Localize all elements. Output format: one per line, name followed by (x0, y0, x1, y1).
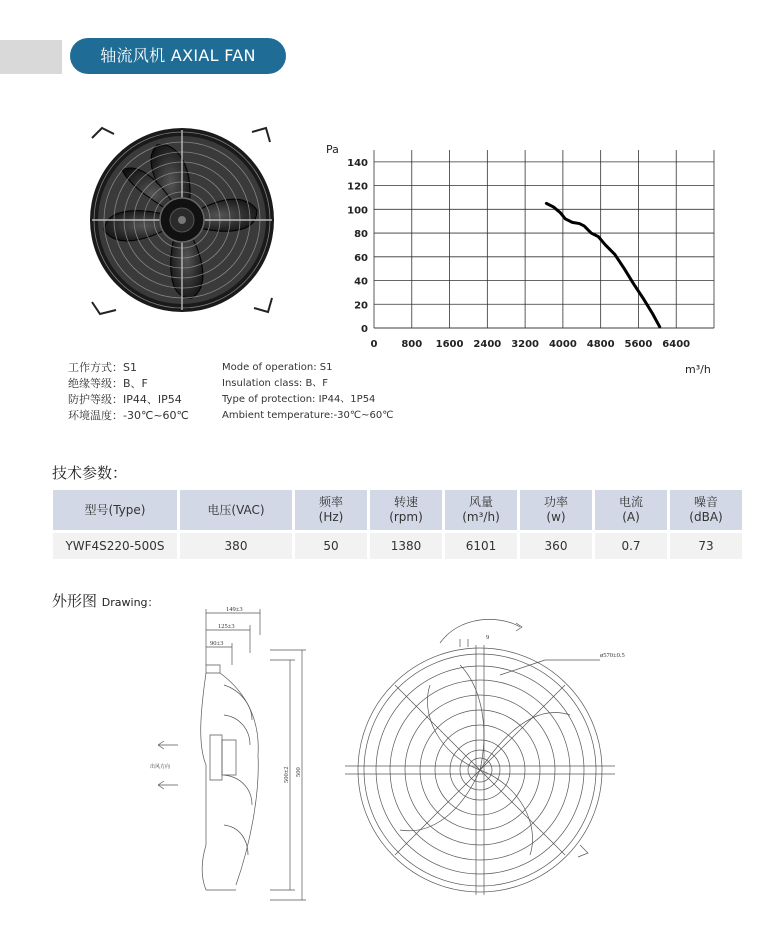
header-current: 电流 (A) (595, 490, 667, 530)
spec-insulation: 绝缘等级：B、F (68, 377, 148, 390)
chart-ylabel: Pa (326, 143, 339, 156)
dim-90: 90±3 (210, 640, 224, 647)
x-tick-label: 5600 (624, 339, 653, 350)
cell-airflow: 6101 (445, 533, 517, 559)
y-tick-label: 100 (347, 205, 368, 217)
y-tick-label: 20 (354, 300, 368, 312)
chart-xlabel: m³/h (685, 363, 711, 376)
fan-photo (62, 120, 302, 320)
y-tick-label: 80 (354, 229, 368, 241)
x-tick-label: 4800 (586, 339, 615, 350)
page-title: 轴流风机 AXIAL FAN (70, 38, 286, 74)
table-header-row (53, 490, 742, 530)
header-speed: 转速 (rpm) (370, 490, 442, 530)
header-power: 功率 (w) (520, 490, 592, 530)
table-row (53, 533, 742, 559)
side-view-drawing (140, 605, 340, 910)
dim-570: ø570±0.5 (600, 652, 625, 659)
cell-speed: 1380 (370, 533, 442, 559)
y-tick-label: 140 (347, 157, 368, 169)
header-type: 型号(Type) (53, 490, 177, 530)
series-line (546, 203, 659, 326)
drawing-title: 外形图 Drawing： (52, 592, 159, 610)
x-tick-label: 3200 (511, 339, 540, 350)
x-tick-label: 4000 (548, 339, 577, 350)
tech-params-title: 技术参数： (52, 464, 128, 482)
spec-mode-en: Mode of operation: S1 (222, 362, 333, 373)
header-noise: 噪音 (dBA) (670, 490, 742, 530)
specs-en (222, 360, 393, 424)
header-frequency: 频率 (Hz) (295, 490, 367, 530)
x-tick-label: 1600 (435, 339, 464, 350)
y-tick-label: 40 (354, 276, 368, 288)
cell-type: YWF4S220-500S (53, 533, 177, 559)
spec-insulation-en: Insulation class: B、F (222, 378, 329, 389)
dim-125: 125±3 (218, 623, 235, 630)
spec-protection: 防护等级：IP44、IP54 (68, 393, 182, 406)
airflow-label: 出风方向 (150, 765, 171, 770)
dim-149: 149±3 (226, 606, 243, 613)
tech-params-table (50, 490, 745, 559)
dim-9: 9 (486, 634, 490, 641)
spec-protection-en: Type of protection: IP44、1P54 (222, 394, 376, 405)
spec-temperature-en: Ambient temperature:-30℃~60℃ (222, 410, 394, 421)
y-tick-label: 0 (361, 324, 368, 335)
dim-500a: 500±2 (283, 766, 290, 783)
cell-voltage: 380 (180, 533, 292, 559)
y-tick-label: 120 (347, 181, 368, 193)
cell-power: 360 (520, 533, 592, 559)
dim-500b: 500 (295, 767, 302, 777)
x-tick-label: 6400 (662, 339, 691, 350)
spec-temperature: 环境温度：-30℃~60℃ (68, 409, 189, 422)
y-tick-label: 60 (354, 252, 368, 264)
x-tick-label: 0 (370, 339, 378, 350)
x-tick-label: 800 (401, 339, 423, 350)
spec-mode: 工作方式：S1 (68, 361, 137, 374)
header-voltage: 电压(VAC) (180, 490, 292, 530)
specs-cn (68, 360, 189, 424)
header-grey-tab (0, 40, 62, 74)
performance-chart (320, 128, 740, 378)
cell-noise: 73 (670, 533, 742, 559)
header-airflow: 风量 (m³/h) (445, 490, 517, 530)
x-tick-label: 2400 (473, 339, 502, 350)
cell-current: 0.7 (595, 533, 667, 559)
cell-frequency: 50 (295, 533, 367, 559)
front-view-drawing (340, 605, 640, 910)
